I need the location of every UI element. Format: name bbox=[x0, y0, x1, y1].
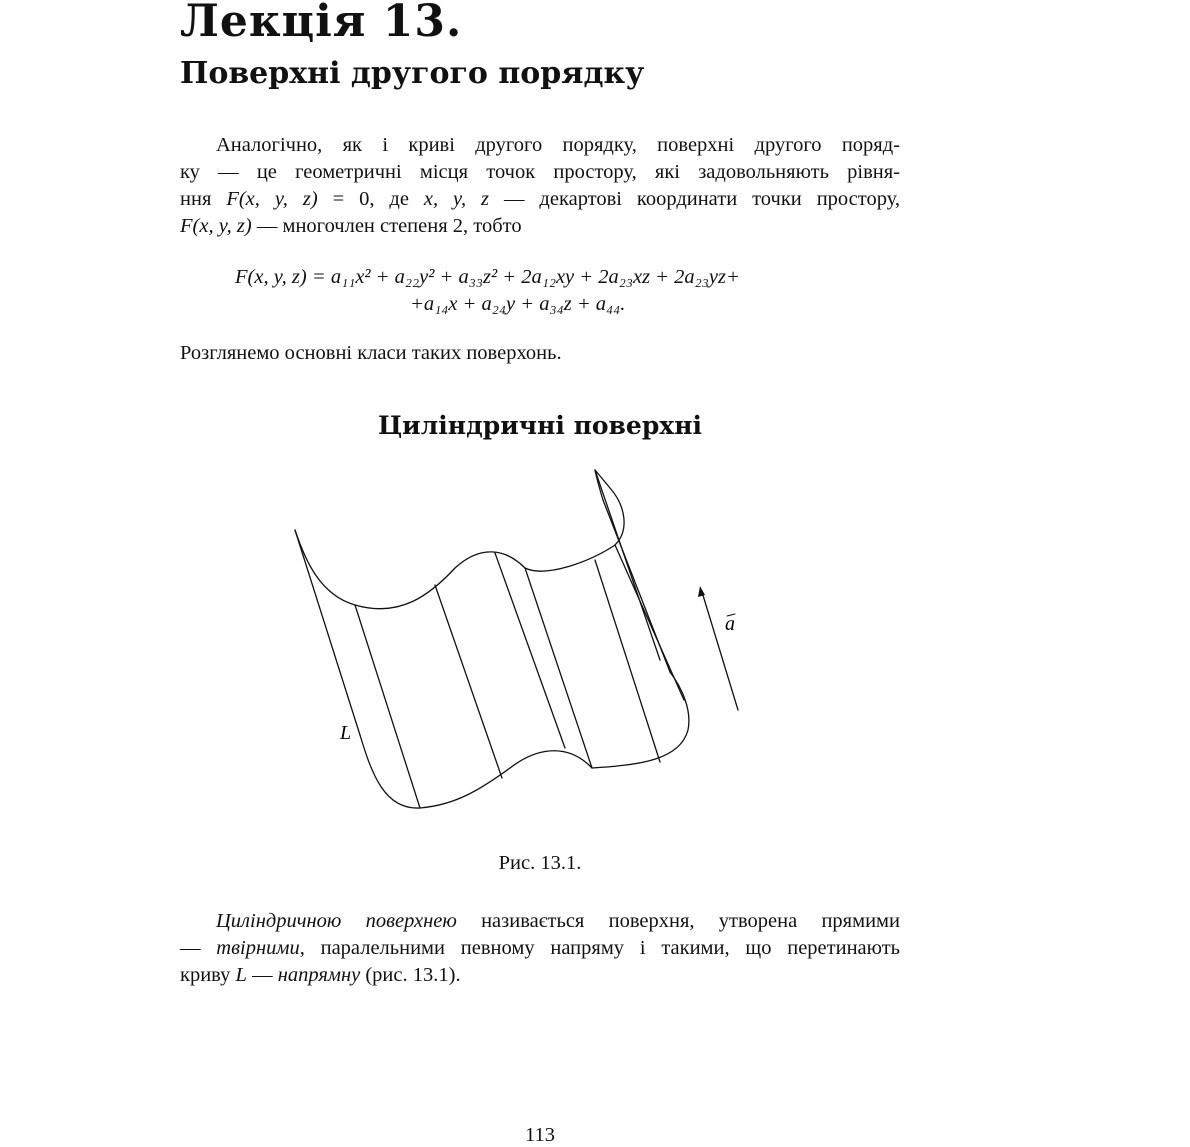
intro-line-2: ку — це геометричні місця точок простору, які задовольняють рівня- bbox=[180, 161, 900, 183]
formula-terms-2: +a₁₄x + a₂₄y + a₃₄z + a₄₄. bbox=[410, 293, 626, 315]
intro-line-1: Аналогічно, як і криві другого порядку, поверхні другого поряд- bbox=[216, 134, 900, 156]
generatrix bbox=[595, 560, 660, 762]
consider-text: Розглянемо основні класи таких поверхонь. bbox=[180, 342, 562, 364]
page-number: 113 bbox=[525, 1124, 555, 1146]
lecture-title: Лекція 13. bbox=[180, 0, 463, 47]
term-directrix: напрямну bbox=[277, 964, 361, 986]
vector-a bbox=[702, 592, 738, 710]
definition-line-3: криву L — напрямну (рис. 13.1). bbox=[180, 964, 461, 986]
figure-caption: Рис. 13.1. bbox=[498, 852, 582, 874]
generatrix bbox=[525, 568, 592, 768]
generatrix bbox=[595, 470, 660, 660]
term-cylindrical-surface: Циліндричною поверхнею bbox=[216, 910, 457, 932]
formula-lhs: F(x, y, z) = bbox=[235, 266, 331, 288]
top-contour bbox=[295, 470, 624, 609]
formula-terms-1: a₁₁x² + a₂₂y² + a₃₃z² + 2a₁₂xy + 2a₂₃xz + 2a₂₃yz+ bbox=[330, 266, 740, 288]
intro-line-4: F(x, y, z) — многочлен степеня 2, тобто bbox=[180, 215, 522, 237]
generatrix bbox=[615, 545, 684, 700]
definition-paragraph bbox=[180, 908, 900, 989]
generatrix bbox=[435, 585, 502, 778]
vector-label-a: a bbox=[725, 613, 735, 635]
vector-a-arrowhead bbox=[698, 586, 705, 597]
section-title: Циліндричні поверхні bbox=[377, 411, 703, 440]
generatrix bbox=[603, 500, 670, 672]
term-generatrices: твірними bbox=[216, 937, 300, 959]
definition-line-1: Циліндричною поверхнею називається поверхня, утворена прямими bbox=[216, 910, 901, 932]
curve-label-L: L bbox=[340, 722, 352, 744]
definition-line-2: — твірними, паралельними певному напряму і такими, що перетинають bbox=[180, 937, 900, 959]
bottom-contour bbox=[360, 672, 689, 808]
generatrix bbox=[355, 605, 420, 808]
lecture-subtitle: Поверхні другого порядку bbox=[180, 56, 645, 91]
intro-line-3: ння F(x, y, z) = 0, де x, y, z — декартові координати точки простору, bbox=[180, 188, 901, 210]
generatrix bbox=[295, 530, 360, 735]
